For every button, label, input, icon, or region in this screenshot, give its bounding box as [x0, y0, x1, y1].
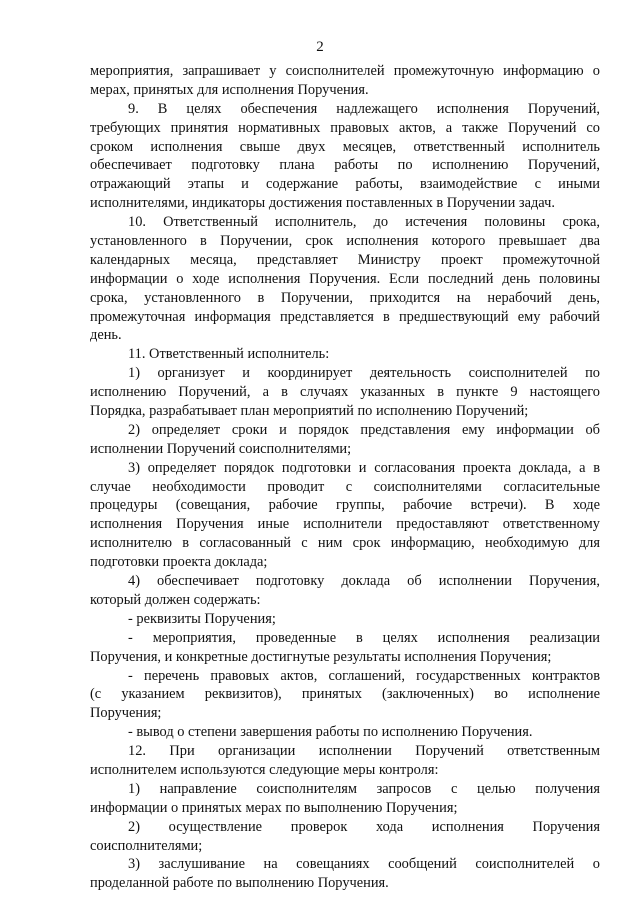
text-line: отражающий этапы и содержание работы, взаимодействие с иными — [90, 176, 600, 193]
text-line: проделанной работе по выполнению Поручения. — [90, 875, 389, 892]
text-line: 3) заслушивание на совещаниях сообщений соисполнителей о — [128, 856, 600, 873]
text-line: 3) определяет порядок подготовки и согласования проекта доклада, а в — [128, 459, 600, 476]
text-line: требующих принятия нормативных правовых актов, а также Поручений со — [90, 119, 600, 136]
text-line: - перечень правовых актов, соглашений, государственных контрактов — [128, 667, 600, 684]
text-line: Поручения; — [90, 705, 162, 722]
text-line: 1) организует и координирует деятельность соисполнителей по — [128, 365, 600, 382]
text-line: 2) определяет сроки и порядок представления ему информации об — [128, 421, 600, 438]
text-line: обеспечивает подготовку плана работы по исполнению Поручений, — [90, 157, 600, 174]
text-line: сроком исполнения свыше двух месяцев, ответственный исполнитель — [90, 138, 600, 155]
text-line: информации о ходе исполнения Поручения. Если последний день половины — [90, 270, 600, 287]
text-line: случае необходимости проводит с соисполнителями согласительные — [90, 478, 600, 495]
text-line: 9. В целях обеспечения надлежащего исполнения Поручений, — [128, 100, 600, 117]
text-line: - мероприятия, проведенные в целях исполнения реализации — [128, 629, 600, 646]
text-line: исполнителю в согласованный с ним срок информацию, необходимую для — [90, 535, 600, 552]
page-number: 2 — [316, 39, 324, 55]
text-line: установленного в Поручении, срок исполнения которого превышает два — [90, 233, 600, 250]
text-line: - реквизиты Поручения; — [128, 610, 276, 627]
text-line: мерах, принятых для исполнения Поручения. — [90, 81, 369, 98]
text-line: Порядка, разрабатывает план мероприятий по исполнению Поручений; — [90, 403, 529, 420]
text-line: исполнению Поручений, а в случаях указанных в пункте 9 настоящего — [90, 384, 600, 401]
text-line: мероприятия, запрашивает у соисполнителей промежуточную информацию о — [90, 63, 600, 79]
text-line: исполнителями, индикаторы достижения поставленных в Поручении задач. — [90, 195, 555, 212]
text-line: исполнителем используются следующие меры контроля: — [90, 761, 439, 778]
text-line: 2) осуществление проверок хода исполнения Поручения — [128, 818, 600, 835]
text-line: 11. Ответственный исполнитель: — [128, 346, 330, 363]
text-line: - вывод о степени завершения работы по исполнению Поручения. — [128, 724, 533, 741]
text-line: соисполнителями; — [90, 837, 203, 854]
text-line: срока, установленного в Поручении, приходится на нерабочий день, — [90, 289, 600, 306]
text-line: информации о принятых мерах по выполнению Поручения; — [90, 799, 458, 816]
text-line: 4) обеспечивает подготовку доклада об исполнении Поручения, — [128, 573, 600, 590]
text-line: календарных месяца, представляет Министру проект промежуточной — [90, 251, 600, 268]
document-body — [90, 62, 600, 893]
text-line: 1) направление соисполнителям запросов с целью получения — [128, 780, 600, 797]
text-line: промежуточная информация представляется в предшествующий ему рабочий — [90, 308, 600, 325]
text-line: (с указанием реквизитов), принятых (заключенных) во исполнение — [90, 686, 600, 703]
text-line: который должен содержать: — [90, 591, 261, 608]
text-line: Поручения, и конкретные достигнутые результаты исполнения Поручения; — [90, 648, 552, 665]
text-line: подготовки проекта доклада; — [90, 554, 268, 571]
text-line: 12. При организации исполнении Поручений ответственным — [128, 743, 600, 760]
text-line: процедуры (совещания, рабочие группы, рабочие встречи). В ходе — [90, 497, 600, 514]
text-line: исполнении Поручений соисполнителями; — [90, 440, 352, 457]
text-line: день. — [90, 327, 122, 344]
text-line: 10. Ответственный исполнитель, до истечения половины срока, — [128, 214, 600, 231]
text-line: исполнения Поручения иные исполнители предоставляют ответственному — [90, 516, 600, 533]
